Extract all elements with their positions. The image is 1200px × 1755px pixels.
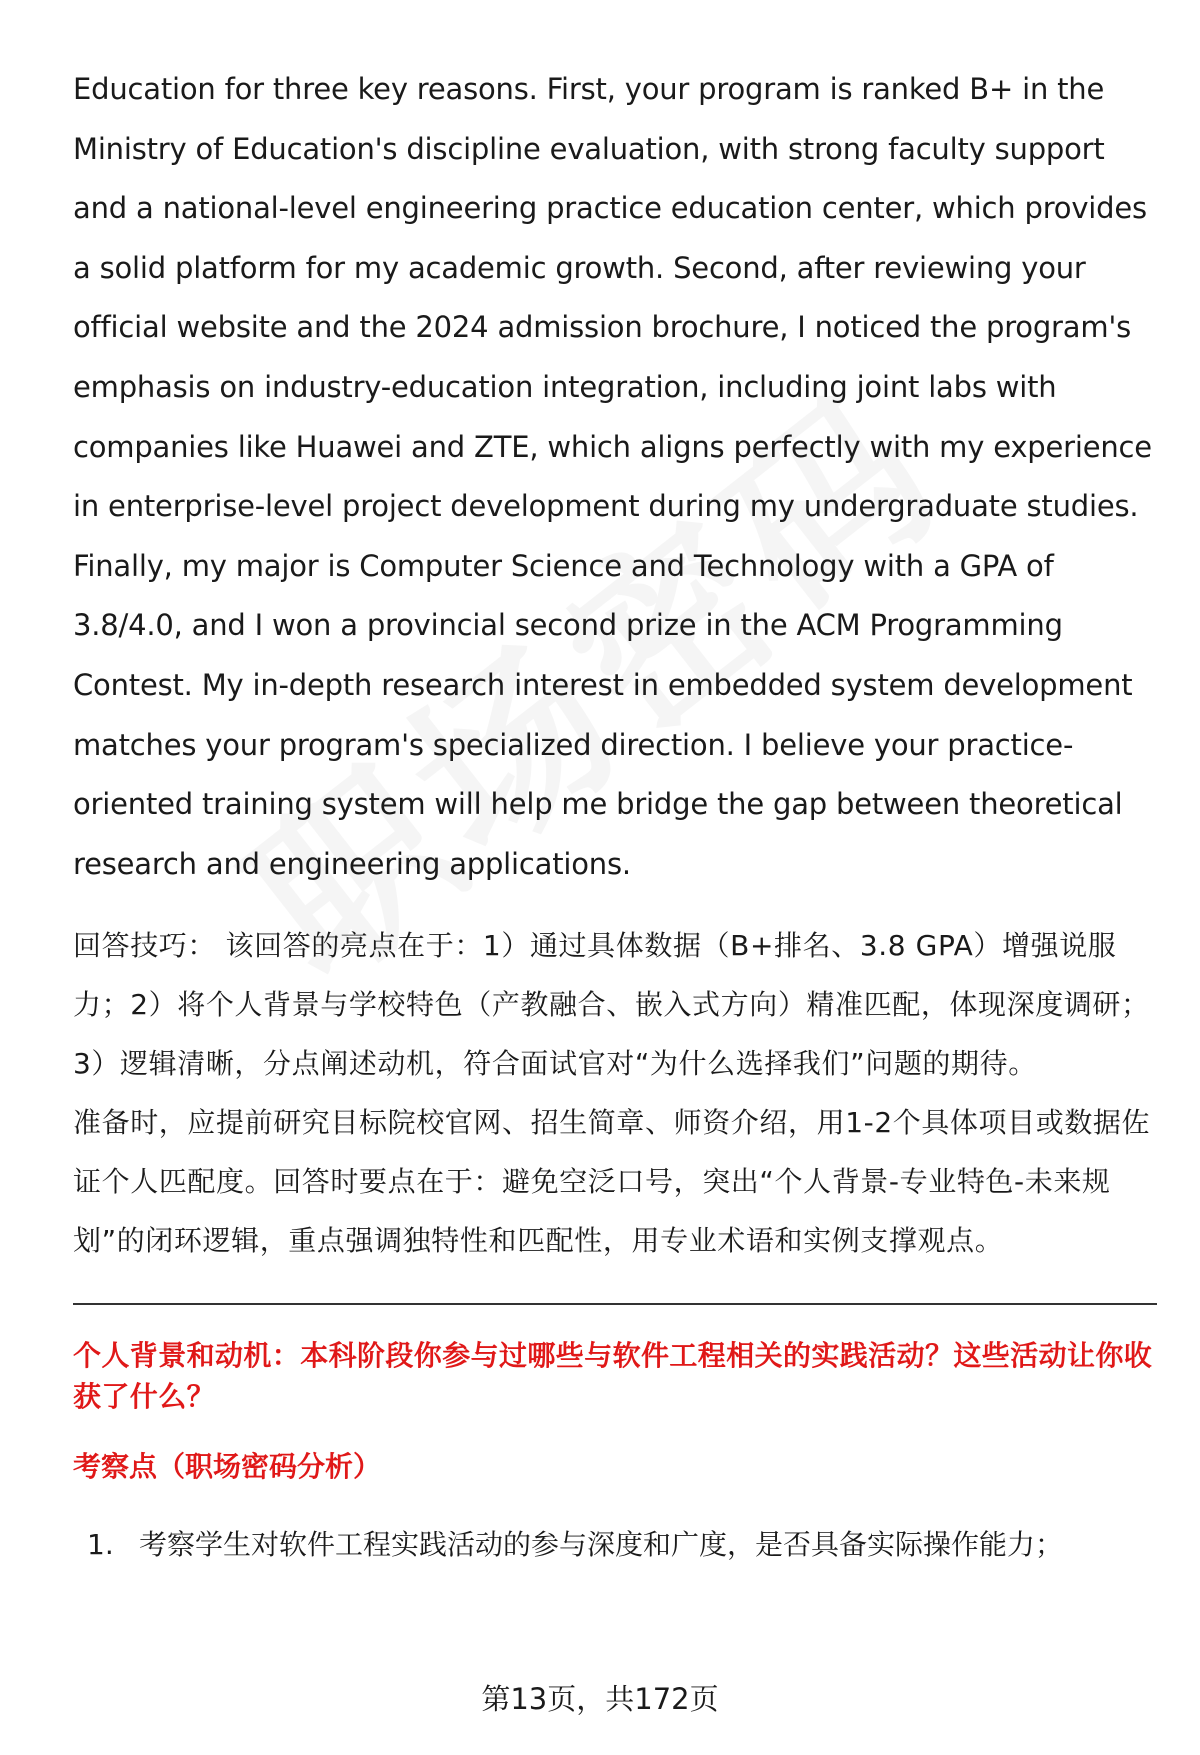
page-number-footer: 第13页，共172页 xyxy=(481,1682,719,1716)
tips-label: 回答技巧： xyxy=(73,929,217,963)
assessment-points-list xyxy=(73,1525,1153,1565)
list-item xyxy=(73,1525,1153,1565)
tips-paragraph xyxy=(73,916,1153,1093)
section-divider xyxy=(73,1303,1157,1305)
answer-paragraph: Education for three key reasons. First, your program is ranked B+ in the Ministry of Education's discipline evaluation, with strong faculty support and a national-level engineering practice education center, which provides a solid platform for my academic growth. Second, after reviewing your official website and the 2024 admission brochure, I noticed the program's emphasis on industry-education integration, including joint labs with companies like Huawei and ZTE, which aligns perfectly with my experience in enterprise-level project development during my undergraduate studies. Finally, my major is Computer Science and Technology with a GPA of 3.8/4.0, and I won a provincial second prize in the ACM Programming Contest. My in-depth research interest in embedded system development matches your program's specialized direction. I believe your practice-oriented training system will help me bridge the gap between theoretical research and engineering applications. xyxy=(73,72,1152,881)
question-heading: 个人背景和动机：本科阶段你参与过哪些与软件工程相关的实践活动？这些活动让你收获了什么？ xyxy=(73,1339,1153,1414)
document-content xyxy=(73,60,1153,1565)
tips-block xyxy=(73,916,1153,1270)
preparation-paragraph: 准备时，应提前研究目标院校官网、招生简章、师资介绍，用1-2个具体项目或数据佐证个人匹配度。回答时要点在于：避免空泛口号，突出“个人背景-专业特色-未来规划”的闭环逻辑，重点强调独特性和匹配性，用专业术语和实例支撑观点。 xyxy=(73,1106,1151,1258)
list-item-text: 考察学生对软件工程实践活动的参与深度和广度，是否具备实际操作能力； xyxy=(139,1528,1064,1562)
assessment-points-heading: 考察点（职场密码分析） xyxy=(73,1450,382,1484)
tips-text: 该回答的亮点在于：1）通过具体数据（B+排名、3.8 GPA）增强说服力；2）将个人背景与学校特色（产教融合、嵌入式方向）精准匹配，体现深度调研；3）逻辑清晰，分点阐述动机，符合面试官对“为什么选择我们”问题的期待。 xyxy=(73,929,1150,1081)
list-item-number: 1. xyxy=(87,1528,114,1562)
